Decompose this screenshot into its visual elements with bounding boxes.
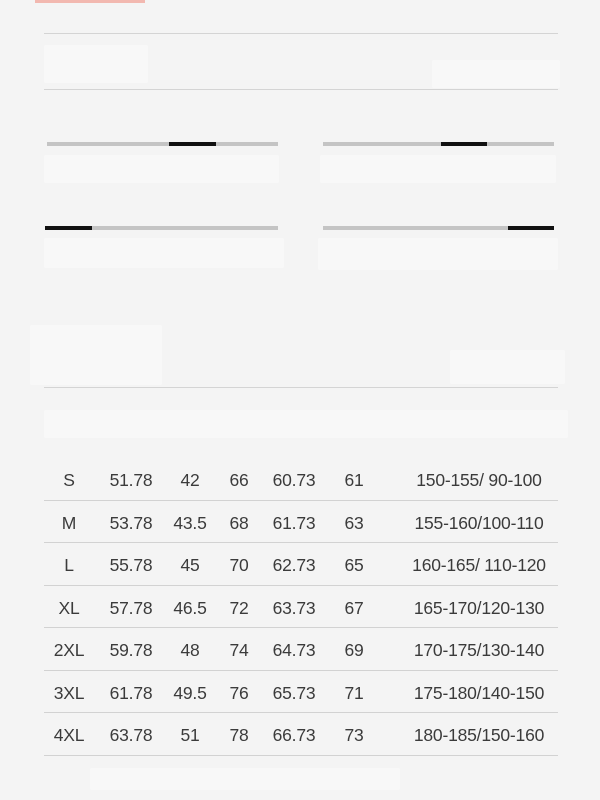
cell-size: 4XL (53, 725, 85, 745)
cell-size: XL (58, 597, 80, 618)
cell-d: 62.73 (272, 555, 316, 575)
cell-a: 59.78 (109, 640, 153, 660)
slider-fill-3 (45, 226, 92, 230)
slider-track-3 (45, 226, 278, 230)
cell-size: M (61, 512, 77, 533)
cell-d: 65.73 (272, 682, 316, 703)
cell-b: 45 (180, 555, 200, 575)
faded-header-block (44, 45, 148, 83)
faded-label-4 (318, 238, 558, 270)
cell-size: L (64, 555, 74, 575)
cell-b: 46.5 (173, 597, 207, 618)
cell-f: 180-185/150-160 (413, 725, 545, 745)
table-row (44, 586, 558, 629)
slider-track-4 (323, 226, 554, 230)
faded-header-block-right (432, 60, 560, 88)
divider-section (44, 387, 558, 388)
slider-fill-4 (508, 226, 554, 230)
cell-c: 76 (229, 682, 249, 703)
divider-header (44, 89, 558, 90)
cell-e: 63 (344, 512, 364, 533)
cell-d: 60.73 (272, 470, 316, 490)
cell-e: 69 (344, 640, 364, 660)
cell-f: 160-165/ 110-120 (412, 555, 546, 575)
top-accent-bar (35, 0, 145, 3)
cell-d: 61.73 (272, 512, 316, 533)
cell-f: 175-180/140-150 (413, 682, 545, 703)
table-row (44, 501, 558, 544)
faded-label-2 (320, 155, 556, 183)
cell-c: 70 (229, 555, 249, 575)
cell-c: 72 (229, 597, 249, 618)
slider-fill-2 (441, 142, 487, 146)
cell-e: 71 (344, 682, 364, 703)
cell-b: 43.5 (173, 512, 207, 533)
cell-c: 78 (229, 725, 249, 745)
faded-section-right (450, 350, 565, 384)
cell-e: 65 (344, 555, 364, 575)
cell-f: 165-170/120-130 (413, 597, 545, 618)
cell-a: 57.78 (109, 597, 153, 618)
cell-d: 63.73 (272, 597, 316, 618)
divider-top (44, 33, 558, 34)
table-row (44, 713, 558, 756)
cell-a: 61.78 (109, 682, 153, 703)
slider-fill-1 (169, 142, 215, 146)
faded-label-3 (44, 238, 284, 268)
cell-c: 74 (229, 640, 249, 660)
cell-c: 66 (229, 470, 249, 490)
cell-size: 2XL (53, 640, 85, 660)
cell-b: 42 (180, 470, 200, 490)
cell-e: 73 (344, 725, 364, 745)
cell-d: 66.73 (272, 725, 316, 745)
faded-footer-block (90, 768, 400, 790)
cell-a: 55.78 (109, 555, 153, 575)
cell-a: 53.78 (109, 512, 153, 533)
cell-e: 61 (344, 470, 364, 490)
slider-track-1 (47, 142, 278, 146)
cell-b: 48 (180, 640, 200, 660)
cell-a: 63.78 (109, 725, 153, 745)
faded-section-title (30, 325, 162, 385)
cell-size: 3XL (53, 682, 85, 703)
slider-track-2 (323, 142, 554, 146)
cell-f: 155-160/100-110 (414, 512, 544, 533)
cell-b: 49.5 (173, 682, 207, 703)
cell-d: 64.73 (272, 640, 316, 660)
table-row (44, 671, 558, 714)
cell-f: 170-175/130-140 (413, 640, 545, 660)
table-row (44, 628, 558, 671)
cell-f: 150-155/ 90-100 (416, 470, 542, 490)
cell-size: S (63, 470, 75, 490)
table-row (44, 458, 558, 501)
faded-label-1 (44, 155, 279, 183)
size-table (44, 458, 558, 756)
cell-e: 67 (344, 597, 364, 618)
faded-table-header (44, 410, 568, 438)
cell-b: 51 (180, 725, 200, 745)
cell-c: 68 (229, 512, 249, 533)
cell-a: 51.78 (109, 470, 153, 490)
table-row (44, 543, 558, 586)
